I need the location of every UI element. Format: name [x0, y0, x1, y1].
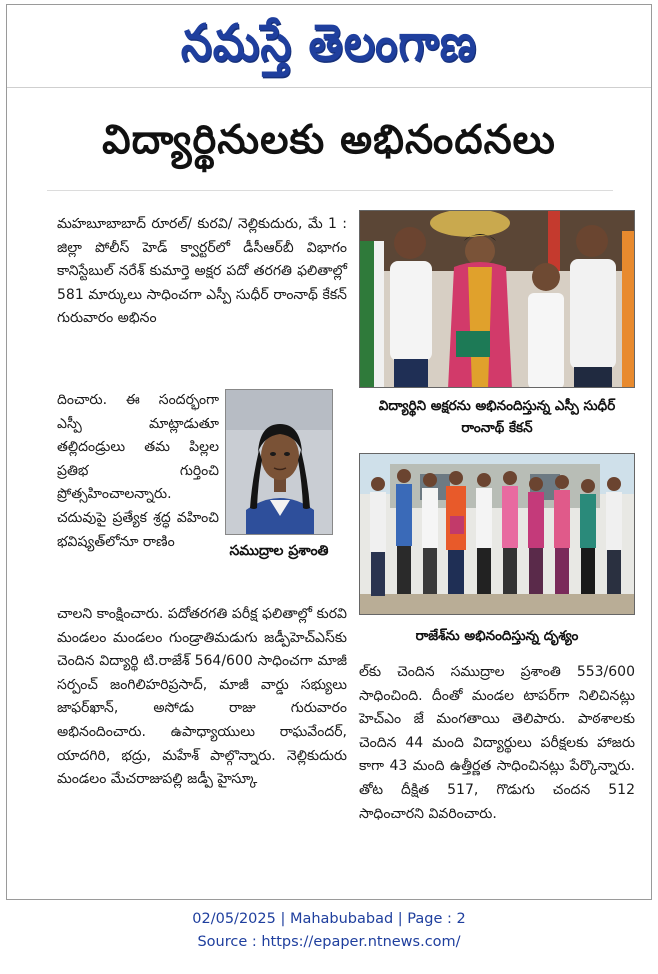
article-paragraph-top: మహబూబాబాద్ రూరల్/ కురవి/ నెల్లికుదురు, మే 1 : జిల్లా పోలీస్ హెడ్ క్వార్టర్‌లో డీసీఆర్‌బీ విభాగం కానిస్టేబుల్ నరేశ్ కుమార్తె అక్షర పదో తరగతి ఫలితాల్లో 581 మార్కులు సాధించగా ఎస్పీ సుధీర్ రాంనాథ్ కేకన్ గురువారం అభినం: [57, 216, 347, 327]
article-paragraph-right: ల్‌కు చెందిన సముద్రాల ప్రశాంతి 553/600 సాధించింది. దీంతో మండల టాపర్‌గా నిలిచినట్లు హెచ్‌ఎం జే మంగతాయి తెలిపారు. పాఠశాలకు చెందిన 44 మంది విద్యార్థులు పరీక్షలకు హాజరు కాగా 43 మంది ఉత్తీర్ణత సాధించినట్లు పేర్కొన్నారు. తోట దీక్షిత 517, గొడుగు చందన 512 సాధించారని వివరించారు.: [359, 664, 635, 822]
masthead-divider: [7, 87, 651, 88]
epaper-clipping: [6, 4, 652, 900]
source-link[interactable]: Source : https://epaper.ntnews.com/: [197, 934, 461, 950]
article-paragraph-wrap: దించారు. ఈ సందర్భంగా ఎస్పీ మాట్లాడుతూ తల్లిదండ్రులు తమ పిల్లల ప్రతిభ గుర్తించి ప్రోత్సహించాలన్నారు. చదువుపై ప్రత్యేక శ్రద్ధ వహించి భవిష్యత్‌లోనూ రాణిం: [57, 392, 219, 550]
sp-felicitation-caption: విద్యార్థిని అక్షరను అభినందిస్తున్న ఎస్పీ సుధీర్ రాంనాథ్ కేకన్: [378, 398, 616, 436]
headline-divider: [47, 190, 613, 191]
rajesh-felicitation-photo: [359, 453, 635, 615]
article-headline: విద్యార్థినులకు అభినందనలు: [102, 117, 556, 163]
masthead: [7, 9, 651, 79]
sp-felicitation-photo: [359, 210, 635, 388]
rajesh-felicitation-caption: రాజేశ్‌ను అభినందిస్తున్న దృశ్యం: [415, 628, 579, 644]
article-paragraph-bottom: చాలని కాంక్షించారు. పదోతరగతి పరీక్ష ఫలితాల్లో కురవి మండలం మండలం గుండ్రాతిమడుగు జడ్పీహెచ్‌ఎస్‌కు చెందిన విద్యార్థి టి.రాజేశ్ 564/600 సాధించగా మాజీ సర్పంచ్ జంగిలిహరిప్రసాద్, మాజీ వార్డు సభ్యులు జాఫర్‌ఖాన్, అసోడు రాజు గురువారం అభినందించారు. ఉపాధ్యాయులు రాఘవేందర్, యాదగిరి, భద్రు, మహేశ్ పాల్గొన్నారు. నెల్లికుదురు మండలం మేచరాజుపల్లి జడ్పీ హైస్కూ: [57, 606, 347, 788]
edition-info: 02/05/2025 | Mahabubabad | Page : 2: [192, 911, 466, 927]
student-portrait-photo: [225, 389, 333, 535]
newspaper-logo: నమస్తే తెలంగాణ: [180, 14, 478, 73]
student-photo-caption: సముద్రాల ప్రశాంతి: [229, 543, 329, 559]
page-footer: [0, 908, 658, 954]
